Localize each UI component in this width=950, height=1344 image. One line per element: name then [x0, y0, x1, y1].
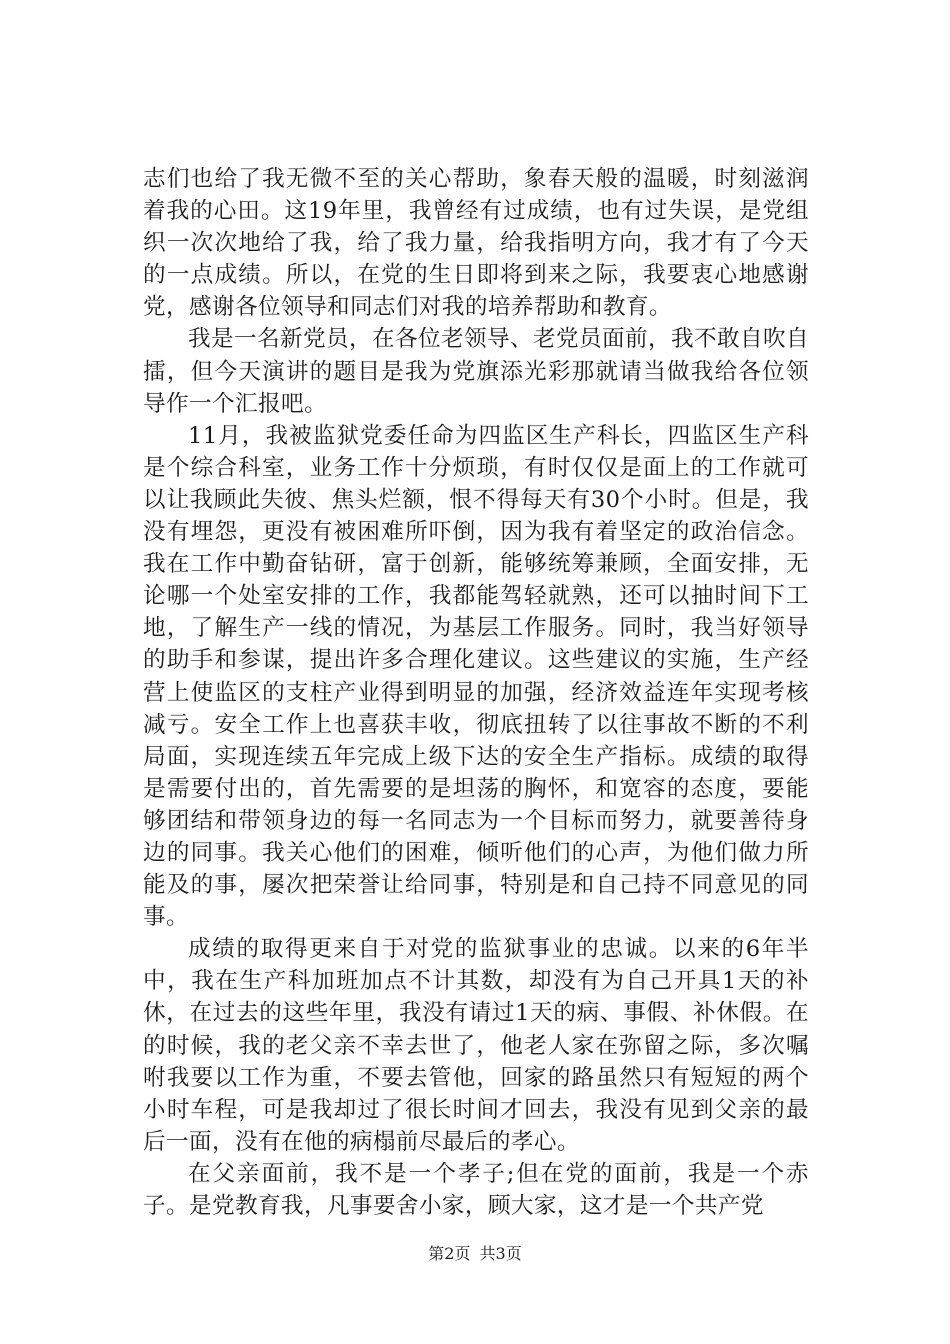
document-body — [143, 163, 809, 1222]
paragraph-5: 在父亲面前，我不是一个孝子;但在党的面前，我是一个赤子。是党教育我，凡事要舍小家，顾大家，这才是一个共产党 — [143, 1160, 809, 1219]
page-number: 第2页 — [428, 1244, 471, 1263]
page-total: 共3页 — [479, 1244, 522, 1263]
page-footer — [0, 1244, 950, 1264]
paragraph-4: 成绩的取得更来自于对党的监狱事业的忠诚。以来的6年半中，我在生产科加班加点不计其数，却没有为自己开具1天的补休，在过去的这些年里，我没有请过1天的病、事假、补休假。在的时候，我的老父亲不幸去世了，他老人家在弥留之际，多次嘱咐我要以工作为重，不要去管他，回家的路虽然只有短短的两个小时车程，可是我却过了很长时间才回去，我没有见到父亲的最后一面，没有在他的病榻前尽最后的孝心。 — [143, 936, 809, 1155]
paragraph-3: 11月，我被监狱党委任命为四监区生产科长，四监区生产科是个综合科室，业务工作十分烦琐，有时仅仅是面上的工作就可以让我顾此失彼、焦头烂额，恨不得每天有30个小时。但是，我没有埋怨，更没有被困难所吓倒，因为我有着坚定的政治信念。我在工作中勤奋钻研，富于创新，能够统筹兼顾，全面安排，无论哪一个处室安排的工作，我都能驾轻就熟，还可以抽时间下工地，了解生产一线的情况，为基层工作服务。同时，我当好领导的助手和参谋，提出许多合理化建议。这些建议的实施，生产经营上使监区的支柱产业得到明显的加强，经济效益连年实现考核减亏。安全工作上也喜获丰收，彻底扭转了以往事故不断的不利局面，实现连续五年完成上级下达的安全生产指标。成绩的取得是需要付出的，首先需要的是坦荡的胸怀，和宽容的态度，要能够团结和带领身边的每一名同志为一个目标而努力，就要善待身边的同事。我关心他们的困难，倾听他们的心声，为他们做力所能及的事，屡次把荣誉让给同事，特别是和自己持不同意见的同事。 — [143, 422, 809, 931]
paragraph-2: 我是一名新党员，在各位老领导、老党员面前，我不敢自吹自擂，但今天演讲的题目是我为党旗添光彩那就请当做我给各位领导作一个汇报吧。 — [143, 326, 809, 417]
paragraph-1: 志们也给了我无微不至的关心帮助，象春天般的温暖，时刻滋润着我的心田。这19年里，我曾经有过成绩，也有过失误，是党组织一次次地给了我，给了我力量，给我指明方向，我才有了今天的一点成绩。所以，在党的生日即将到来之际，我要衷心地感谢党，感谢各位领导和同志们对我的培养帮助和教育。 — [143, 166, 809, 321]
